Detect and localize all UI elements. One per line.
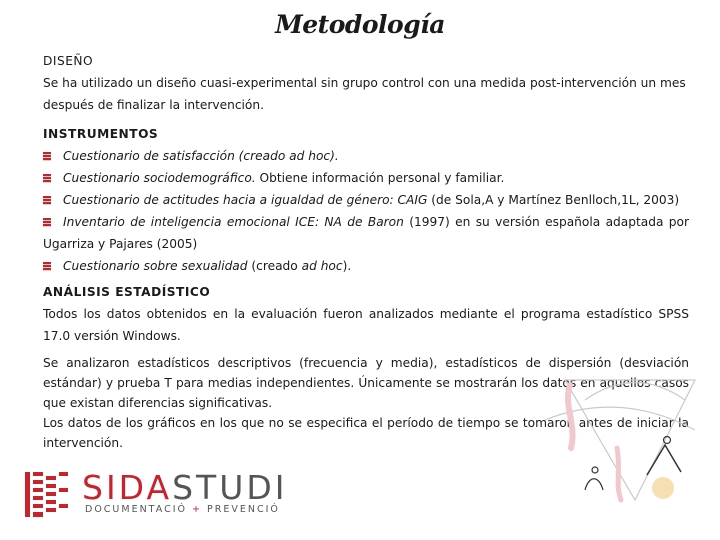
diseno-heading: DISEÑO [43,54,94,68]
logo-mark-icon [25,472,72,517]
list-item [43,145,689,167]
item-title: Cuestionario sociodemográfico. [63,171,256,185]
logo-word-studi: STUDI [172,468,288,507]
item-title: Cuestionario de satisfacción (creado ad hoc). [63,149,339,163]
diseno-text: Se ha utilizado un diseño cuasi-experimental sin grupo control con una medida post-intervención un mes después de finalizar la intervención. [43,76,686,112]
bullet-icon [43,174,51,183]
list-item [43,211,689,255]
list-item [43,255,689,277]
bullet-icon [43,152,51,161]
item-text: Obtiene información personal y familiar. [255,171,505,185]
instrumentos-list [43,145,689,277]
list-item [43,167,689,189]
analisis-p3: Los datos de los gráficos en los que no se especifica el período de tiempo se tomaron antes de iniciar la intervención. [43,416,689,450]
item-text: (1997) en su versión española adaptada por Ugarriza y Pajares (2005) [43,215,689,251]
analisis-p2: Se analizaron estadísticos descriptivos (frecuencia y media), estadísticos de dispersión (desviación estándar) y prueba T para medias independientes. Únicamente se mostrarán los datos en aquellos casos que existan diferencias significativas. [43,356,689,410]
instrumentos-heading: INSTRUMENTOS [43,127,159,141]
item-title: Cuestionario de actitudes hacia a igualdad de género: CAIG [63,193,428,207]
page-title: Metodología [275,10,445,39]
decorative-illustration [525,360,715,510]
logo-sub-right: PREVENCIÓ [207,504,280,515]
logo-sub-plus: + [192,504,202,515]
bullet-icon [43,262,51,271]
item-text: (de Sola,A y Martínez Benlloch,1L, 2003) [427,193,680,207]
logo-wordmark [82,470,288,506]
bullet-icon [43,218,51,227]
logo-word-sida: SIDA [82,468,173,507]
bullet-icon [43,196,51,205]
sidastudi-logo [25,468,288,520]
analisis-p1: Todos los datos obtenidos en la evaluación fueron analizados mediante el programa estadístico SPSS 17.0 versión Windows. [43,307,689,343]
analisis-heading: ANÁLISIS ESTADÍSTICO [43,285,211,299]
logo-subtitle [85,504,280,515]
item-title-2: ad hoc [301,259,343,273]
item-title: Inventario de inteligencia emocional ICE: NA de Baron [63,215,404,229]
list-item [43,189,689,211]
item-text: (creado [247,259,302,273]
item-text-2: ). [342,259,352,273]
item-title: Cuestionario sobre sexualidad [63,259,248,273]
logo-sub-left: DOCUMENTACIÓ [85,504,187,515]
